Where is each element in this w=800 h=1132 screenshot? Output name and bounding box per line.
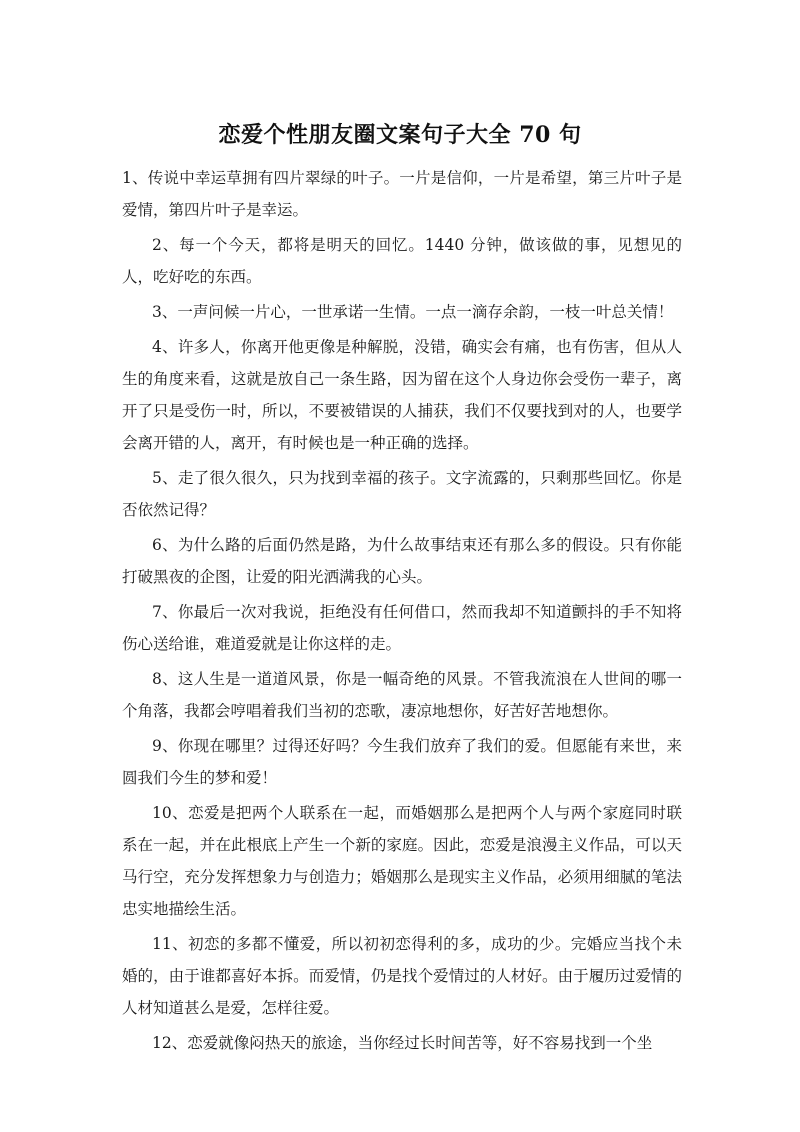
paragraph-1: 1、传说中幸运草拥有四片翠绿的叶子。一片是信仰，一片是希望，第三片叶子是爱情，第四片叶子是幸运。 xyxy=(122,169,682,219)
paragraph-11: 11、初恋的多都不懂爱，所以初初恋得利的多，成功的少。完婚应当找个未婚的，由于谁都喜好本拆。而爱情，仍是找个爱情过的人材好。由于履历过爱情的人材知道甚么是爱，怎样往爱。 xyxy=(122,935,682,1017)
paragraph-9: 9、你现在哪里？过得还好吗？今生我们放弃了我们的爱。但愿能有来世，来圆我们今生的梦和爱！ xyxy=(122,737,682,787)
paragraph-4: 4、许多人，你离开他更像是种解脱，没错，确实会有痛，也有伤害，但从人生的角度来看，这就是放自己一条生路，因为留在这个人身边你会受伤一辈子，离开了只是受伤一时，所以，不要被错误的人捕获，我们不仅要找到对的人，也要学会离开错的人，离开，有时候也是一种正确的选择。 xyxy=(122,338,682,452)
paragraph-2: 2、每一个今天，都将是明天的回忆。1440 分钟，做该做的事，见想见的人，吃好吃的东西。 xyxy=(122,236,682,286)
paragraph-3: 3、一声问候一片心，一世承诺一生情。一点一滴存余韵，一枝一叶总关情！ xyxy=(152,303,674,321)
paragraph-8: 8、这人生是一道道风景，你是一幅奇绝的风景。不管我流浪在人世间的哪一个角落，我都会哼唱着我们当初的恋歌，凄凉地想你，好苦好苦地想你。 xyxy=(122,670,682,720)
paragraph-12: 12、恋爱就像闷热天的旅途，当你经过长时间苦等，好不容易找到一个坐 xyxy=(152,1034,653,1052)
document-body xyxy=(122,162,682,1062)
paragraph-10: 10、恋爱是把两个人联系在一起，而婚姻那么是把两个人与两个家庭同时联系在一起，并在此根底上产生一个新的家庭。因此，恋爱是浪漫主义作品，可以天马行空，充分发挥想象力与创造力；婚姻那么是现实主义作品，必须用细腻的笔法忠实地描绘生活。 xyxy=(122,804,682,918)
paragraph-7: 7、你最后一次对我说，拒绝没有任何借口，然而我却不知道颤抖的手不知将伤心送给谁，难道爱就是让你这样的走。 xyxy=(122,603,682,653)
page-title: 恋爱个性朋友圈文案句子大全 70 句 xyxy=(218,122,582,148)
paragraph-6: 6、为什么路的后面仍然是路，为什么故事结束还有那么多的假设。只有你能打破黑夜的企图，让爱的阳光洒满我的心头。 xyxy=(122,536,682,586)
paragraph-5: 5、走了很久很久，只为找到幸福的孩子。文字流露的，只剩那些回忆。你是否依然记得？ xyxy=(122,469,682,519)
